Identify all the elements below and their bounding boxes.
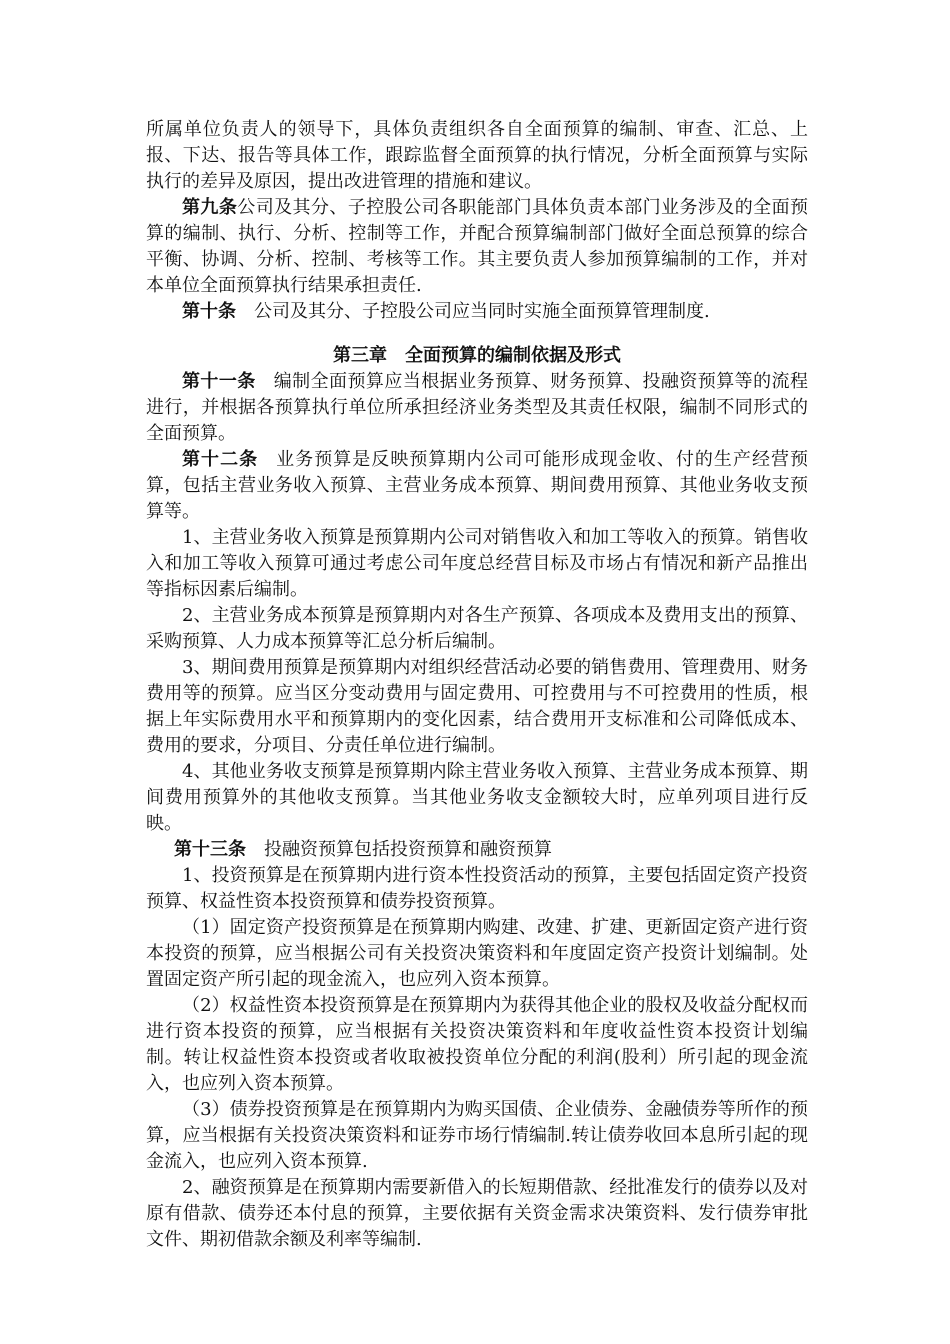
article-13-item-1-1: （1）固定资产投资预算是在预算期内购建、改建、扩建、更新固定资产进行资本投资的预算，应当根据公司有关投资决策资料和年度固定资产投资计划编制。处置固定资产所引起的现金流入，也应列入资本预算。 xyxy=(146,917,808,990)
article-9-text: 公司及其分、子控股公司各职能部门具体负责本部门业务涉及的全面预算的编制、执行、分析、控制等工作，并配合预算编制部门做好全面总预算的综合平衡、协调、分析、控制、考核等工作。其主要负责人参加预算编制的工作，并对本单位全面预算执行结果承担责任. xyxy=(146,197,809,296)
article-12-item-3: 3、期间费用预算是预算期内对组织经营活动必要的销售费用、管理费用、财务费用等的预算。应当区分变动费用与固定费用、可控费用与不可控费用的性质，根据上年实际费用水平和预算期内的变化因素，结合费用开支标准和公司降低成本、费用的要求，分项目、分责任单位进行编制。 xyxy=(146,657,808,756)
article-12-title: 第十二条 xyxy=(182,449,259,470)
article-10-text: 公司及其分、子控股公司应当同时实施全面预算管理制度. xyxy=(254,301,710,322)
article-12 xyxy=(146,447,808,525)
article-11-text: 编制全面预算应当根据业务预算、财务预算、投融资预算等的流程进行，并根据各预算执行单位所承担经济业务类型及其责任权限，编制不同形式的全面预算。 xyxy=(146,371,808,444)
article-11 xyxy=(146,369,808,447)
paragraph-continuation: 所属单位负责人的领导下，具体负责组织各自全面预算的编制、审查、汇总、上报、下达、报告等具体工作，跟踪监督全面预算的执行情况，分析全面预算与实际执行的差异及原因，提出改进管理的措施和建议。 xyxy=(146,119,808,192)
article-13-text: 投融资预算包括投资预算和融资预算 xyxy=(264,839,552,860)
article-13-item-2: 2、融资预算是在预算期内需要新借入的长短期借款、经批准发行的债券以及对原有借款、债券还本付息的预算，主要依据有关资金需求决策资料、发行债券审批文件、期初借款余额及利率等编制. xyxy=(146,1177,808,1250)
article-13-item-1-2: （2）权益性资本投资预算是在预算期内为获得其他企业的股权及收益分配权而进行资本投资的预算，应当根据有关投资决策资料和年度收益性资本投资计划编制。转让权益性资本投资或者收取被投资单位分配的利润(股利）所引起的现金流入，也应列入资本预算。 xyxy=(146,995,808,1094)
article-12-item-4: 4、其他业务收支预算是预算期内除主营业务收入预算、主营业务成本预算、期间费用预算外的其他收支预算。当其他业务收支金额较大时，应单列项目进行反映。 xyxy=(146,761,808,834)
chapter-3-heading: 第三章 全面预算的编制依据及形式 xyxy=(333,345,621,366)
article-13-title: 第十三条 xyxy=(174,839,246,860)
article-13 xyxy=(146,837,808,863)
article-10-title: 第十条 xyxy=(182,301,236,322)
article-13-item-1: 1、投资预算是在预算期内进行资本性投资活动的预算，主要包括固定资产投资预算、权益性资本投资预算和债券投资预算。 xyxy=(146,865,808,912)
article-12-text: 业务预算是反映预算期内公司可能形成现金收、付的生产经营预算，包括主营业务收入预算、主营业务成本预算、期间费用预算、其他业务收支预算等。 xyxy=(146,449,809,522)
article-12-item-1: 1、主营业务收入预算是预算期内公司对销售收入和加工等收入的预算。销售收入和加工等收入预算可通过考虑公司年度总经营目标及市场占有情况和新产品推出等指标因素后编制。 xyxy=(146,527,808,600)
article-9-title: 第九条 xyxy=(182,197,238,218)
article-13-item-1-3: （3）债券投资预算是在预算期内为购买国债、企业债券、金融债券等所作的预算，应当根据有关投资决策资料和证券市场行情编制.转让债券收回本息所引起的现金流入，也应列入资本预算. xyxy=(146,1099,808,1172)
document-page xyxy=(146,117,808,1253)
article-12-item-2: 2、主营业务成本预算是预算期内对各生产预算、各项成本及费用支出的预算、采购预算、人力成本预算等汇总分析后编制。 xyxy=(146,605,808,652)
article-11-title: 第十一条 xyxy=(182,371,256,392)
article-9 xyxy=(146,195,808,299)
article-10 xyxy=(146,299,808,325)
